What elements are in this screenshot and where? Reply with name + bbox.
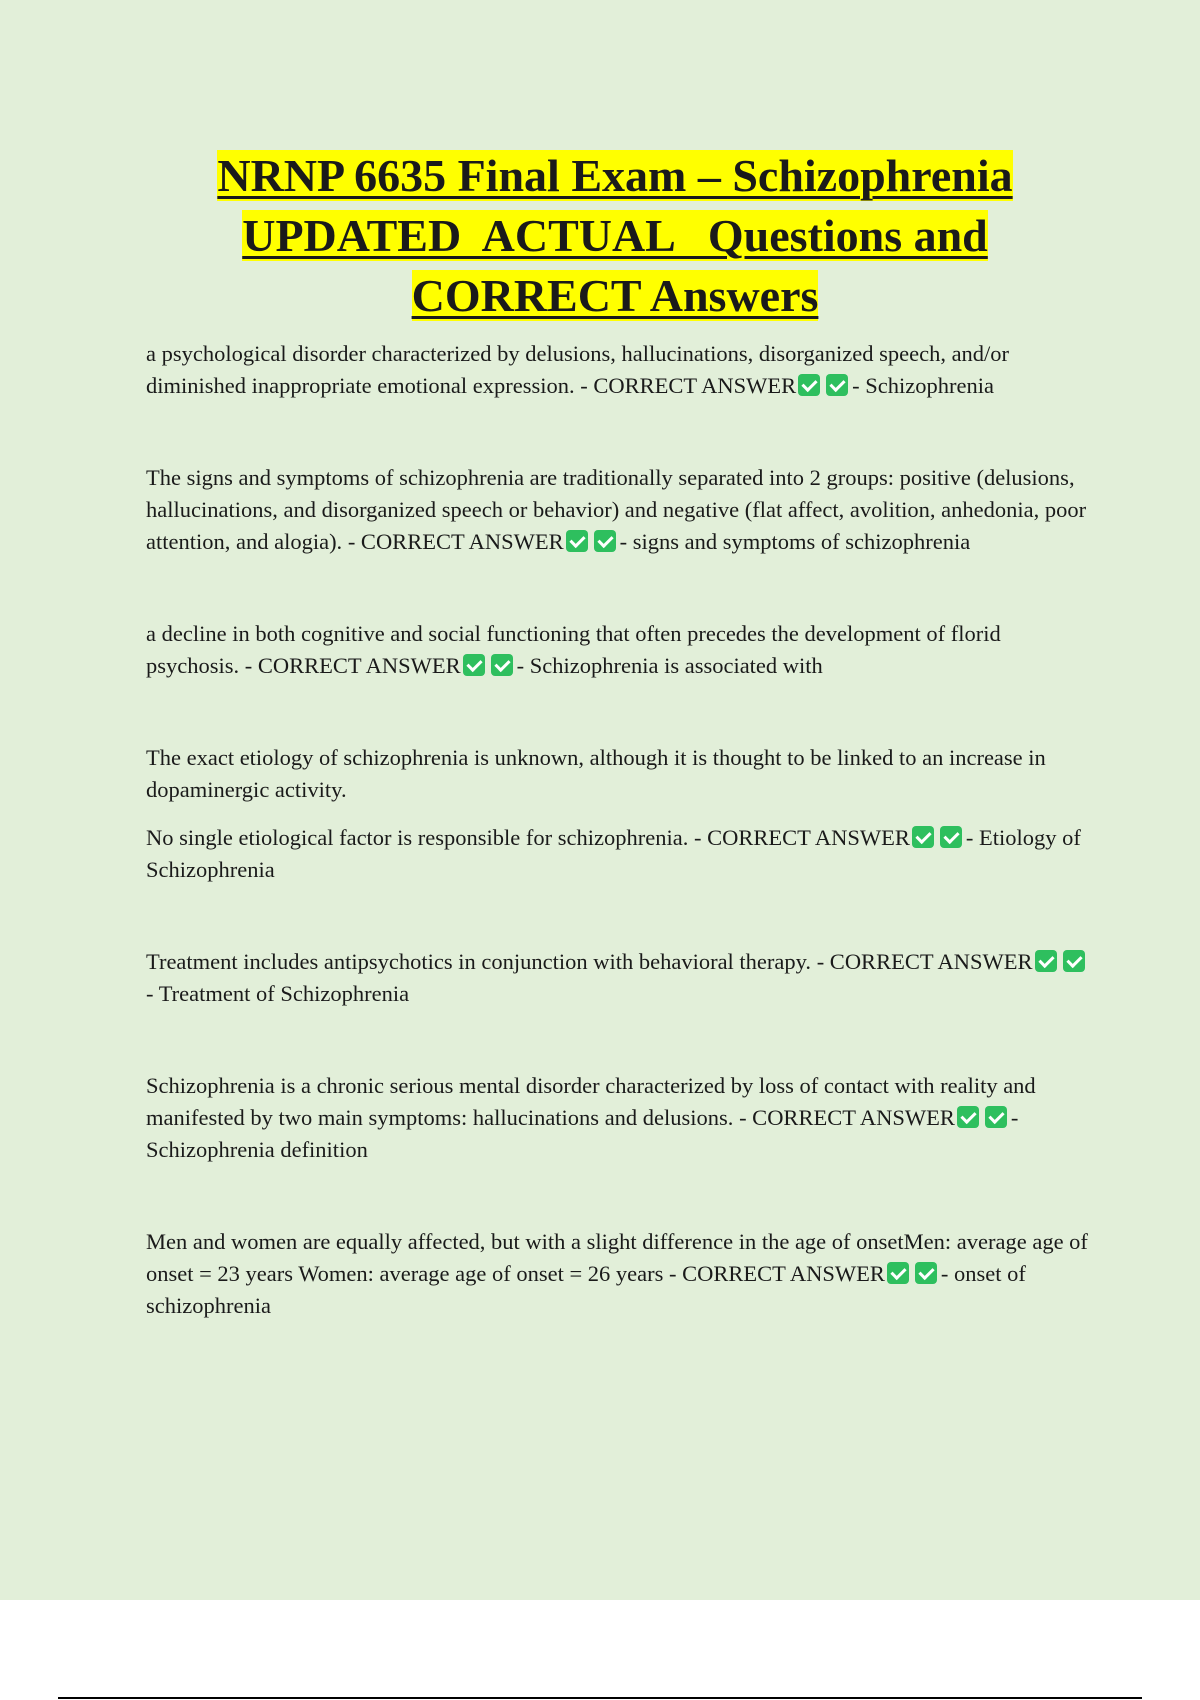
answer-marker: - CORRECT ANSWER — [693, 825, 910, 850]
check-mark-icon — [463, 654, 485, 676]
check-mark-icon — [985, 1106, 1007, 1128]
qa-list — [146, 338, 1096, 1382]
check-mark-icon — [957, 1106, 979, 1128]
question-text: No single etiological factor is responsible for schizophrenia. — [146, 825, 689, 850]
answer-text: - Etiology of Schizophrenia — [146, 825, 1081, 882]
qa-text — [146, 1226, 1096, 1322]
check-mark-icon — [826, 374, 848, 396]
qa-text — [146, 462, 1096, 558]
answer-text: - Treatment of Schizophrenia — [146, 981, 410, 1006]
qa-entry — [146, 742, 1096, 886]
question-text: Men and women are equally affected, but with a slight difference in the age of onsetMen: average age of onset = 23 years Women: average age of onset = 26 years — [146, 1229, 1088, 1286]
title-line-3: CORRECT Answers — [411, 270, 819, 321]
title-line-2: UPDATED ACTUAL Questions and — [242, 210, 988, 261]
check-mark-icon — [798, 374, 820, 396]
check-mark-icon — [1063, 950, 1085, 972]
answer-text: - signs and symptoms of schizophrenia — [619, 529, 971, 554]
qa-text — [146, 1070, 1096, 1166]
answer-marker: - CORRECT ANSWER — [244, 653, 461, 678]
qa-entry — [146, 462, 1096, 558]
qa-entry — [146, 338, 1096, 402]
title-line-1: NRNP 6635 Final Exam – Schizophrenia — [217, 150, 1013, 201]
page-title — [60, 146, 1170, 326]
answer-marker: - CORRECT ANSWER — [816, 949, 1033, 974]
question-text: Treatment includes antipsychotics in conjunction with behavioral therapy. — [146, 949, 812, 974]
check-mark-icon — [940, 826, 962, 848]
qa-text — [146, 618, 1096, 682]
qa-text — [146, 338, 1096, 402]
question-text: a psychological disorder characterized by delusions, hallucinations, disorganized speech, and/or diminished inappropriate emotional expression. — [146, 341, 1010, 398]
check-mark-icon — [594, 530, 616, 552]
check-mark-icon — [1035, 950, 1057, 972]
answer-text: - Schizophrenia — [852, 373, 994, 398]
answer-marker: - CORRECT ANSWER — [347, 529, 564, 554]
check-mark-icon — [887, 1262, 909, 1284]
footer-divider — [58, 1697, 1142, 1699]
answer-marker: - CORRECT ANSWER — [739, 1105, 955, 1130]
question-text: Schizophrenia is a chronic serious mental disorder characterized by loss of contact with reality and manifested by two main symptoms: hallucinations and delusions. — [146, 1073, 1036, 1130]
intro-text: The exact etiology of schizophrenia is unknown, although it is thought to be linked to an increase in dopaminergic activity. — [146, 745, 1046, 802]
answer-marker: - CORRECT ANSWER — [668, 1261, 885, 1286]
check-mark-icon — [566, 530, 588, 552]
qa-entry — [146, 946, 1096, 1010]
answer-marker: - CORRECT ANSWER — [580, 373, 797, 398]
check-mark-icon — [491, 654, 513, 676]
check-mark-icon — [912, 826, 934, 848]
qa-entry — [146, 1070, 1096, 1166]
qa-entry — [146, 618, 1096, 682]
answer-text: - onset of schizophrenia — [146, 1261, 1026, 1318]
qa-entry — [146, 1226, 1096, 1322]
answer-text: - Schizophrenia is associated with — [516, 653, 823, 678]
qa-text — [146, 822, 1096, 886]
question-text: The signs and symptoms of schizophrenia are traditionally separated into 2 groups: positive (delusions, hallucinations, and disorganized speech or behavior) and negative (flat affect, avolition, anhedonia, poor attention, and alogia). — [146, 465, 1087, 554]
question-text: a decline in both cognitive and social functioning that often precedes the development of florid psychosis. — [146, 621, 1001, 678]
qa-text — [146, 946, 1096, 1010]
answer-text: - Schizophrenia definition — [146, 1105, 1019, 1162]
check-mark-icon — [915, 1262, 937, 1284]
